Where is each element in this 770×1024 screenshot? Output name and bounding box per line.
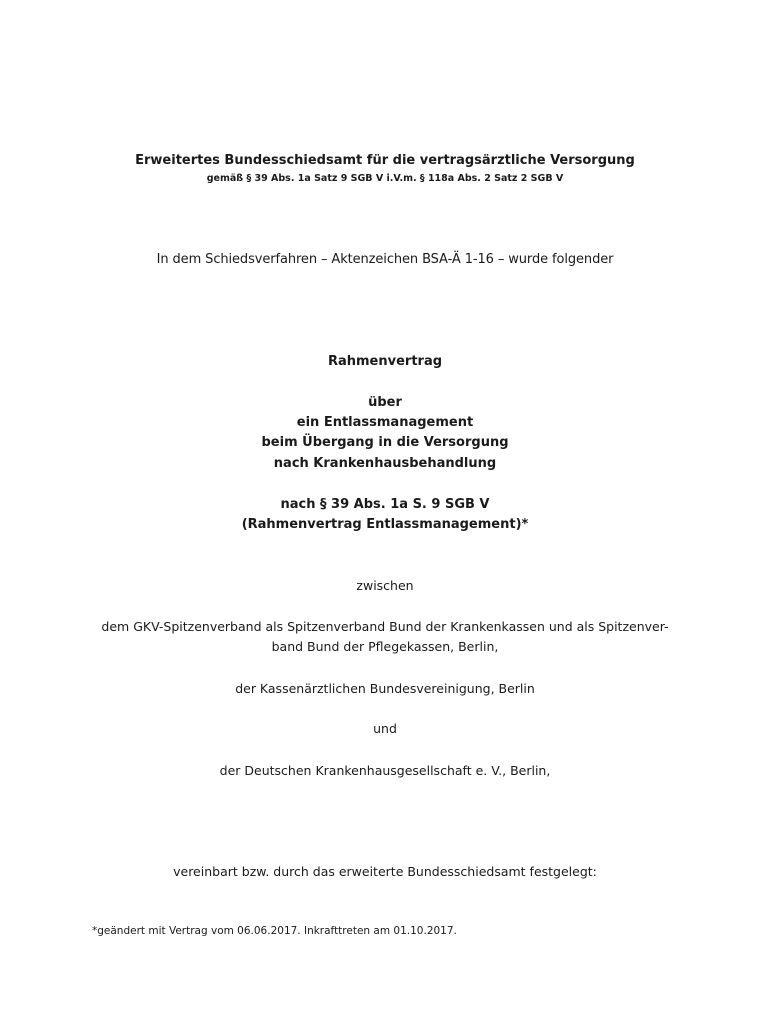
party-kbv: der Kassenärztlichen Bundesvereinigung, Berlin (235, 681, 535, 696)
contract-line-entlassmanagement: ein Entlassmanagement (296, 415, 474, 430)
document-title: Erweitertes Bundesschiedsamt für die vertragsärztliche Versorgung (135, 153, 635, 168)
party-gkv-line2: band Bund der Pflegekassen, Berlin, (271, 639, 499, 654)
contract-heading: Rahmenvertrag (327, 354, 443, 369)
contract-line-uebergang: beim Übergang in die Versorgung (261, 435, 509, 450)
contract-line-ueber: über (368, 395, 402, 410)
contract-line-krankenhaus: nach Krankenhausbehandlung (273, 456, 497, 471)
document-subtitle: gemäß § 39 Abs. 1a Satz 9 SGB V i.V.m. § 118a Abs. 2 Satz 2 SGB V (206, 173, 564, 184)
closing-text: vereinbart bzw. durch das erweiterte Bundesschiedsamt festgelegt: (173, 864, 597, 879)
party-dkg: der Deutschen Krankenhausgesellschaft e. V., Berlin, (219, 763, 551, 778)
and-text: und (373, 721, 397, 736)
party-gkv-line1: dem GKV-Spitzenverband als Spitzenverband Bund der Krankenkassen und als Spitzenver- (101, 619, 669, 634)
intro-text: In dem Schiedsverfahren – Aktenzeichen BSA-Ä 1-16 – wurde folgender (156, 252, 614, 267)
contract-legal-reference: nach § 39 Abs. 1a S. 9 SGB V (280, 497, 490, 512)
footnote: *geändert mit Vertrag vom 06.06.2017. Inkrafttreten am 01.10.2017. (92, 925, 457, 937)
contract-short-name: (Rahmenvertrag Entlassmanagement)* (241, 517, 529, 532)
between-text: zwischen (356, 578, 414, 593)
